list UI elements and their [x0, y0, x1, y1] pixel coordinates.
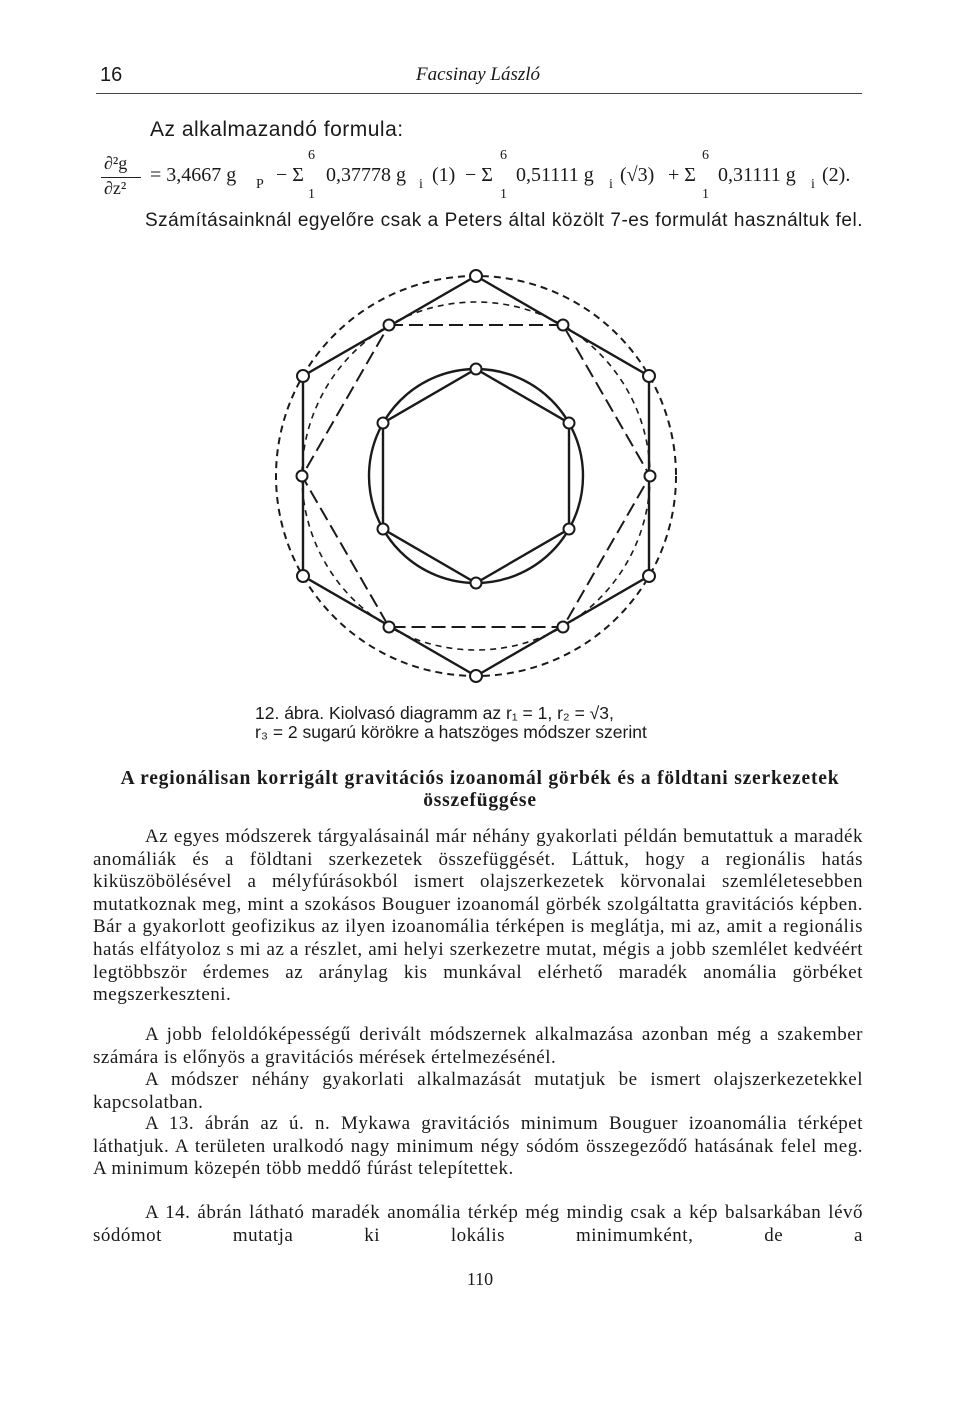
- vertex-marker: [564, 418, 575, 429]
- term-1: 0,37778 g: [326, 164, 406, 186]
- vertex-marker: [643, 370, 655, 382]
- sum-upper-2: 6: [500, 148, 507, 163]
- sum-lower-1: 1: [308, 187, 315, 202]
- sum-upper-1: 6: [308, 148, 315, 163]
- sum-sign-2: − Σ: [465, 164, 493, 186]
- page-number: 16: [100, 64, 123, 86]
- subscript-p: P: [256, 177, 264, 192]
- sum-lower-3: 1: [702, 187, 709, 202]
- vertex-marker: [384, 320, 395, 331]
- header-rule: [96, 93, 862, 94]
- vertex-marker: [558, 622, 569, 633]
- sum-upper-3: 6: [702, 148, 709, 163]
- vertex-marker: [471, 364, 482, 375]
- vertex-marker: [297, 370, 309, 382]
- lhs-denominator: ∂z²: [104, 178, 127, 198]
- lhs-numerator: ∂²g: [104, 153, 128, 173]
- outer-circle-r3: [276, 276, 676, 676]
- vertex-marker: [470, 670, 482, 682]
- vertex-marker: [297, 471, 308, 482]
- section-title: A regionálisan korrigált gravitációs izoanomál görbék és a földtani szerkezetek összefüggése: [120, 768, 840, 811]
- term-3-arg: (2).: [822, 164, 851, 186]
- vertex-marker: [558, 320, 569, 331]
- term-2-arg: (√3): [620, 164, 655, 186]
- body-paragraph-5: A 14. ábrán látható maradék anomália térkép még mindig csak a kép balsarkában lévő sódómot mutatja ki lokális minimumként, de a: [93, 1202, 863, 1246]
- formula-first-term: = 3,4667 g: [150, 164, 237, 186]
- term-2: 0,51111 g: [516, 164, 594, 186]
- formula-intro: Az alkalmazandó formula:: [150, 118, 404, 141]
- body-paragraph-3: A módszer néhány gyakorlati alkalmazását mutatjuk be ismert olajszerkezetekkel kapcsolatban.: [93, 1069, 863, 1113]
- sum-lower-2: 1: [500, 187, 507, 202]
- figure-caption-line-2: r₃ = 2 sugarú körökre a hatszöges módszer szerint: [255, 722, 647, 742]
- subscript-i-2: i: [609, 177, 613, 192]
- vertex-marker: [643, 570, 655, 582]
- subscript-i-1: i: [419, 177, 423, 192]
- footer-page-number: 110: [466, 1269, 494, 1289]
- figure-caption-line-1: 12. ábra. Kiolvasó diagramm az r₁ = 1, r₂ = √3,: [255, 703, 614, 723]
- sum-sign-3: + Σ: [668, 164, 696, 186]
- body-paragraph-1: Az egyes módszerek tárgyalásainál már néhány gyakorlati példán bemutattuk a maradék anomáliák és a földtani szerkezetek összefüggését. Láttuk, hogy a regionális hatás kiküszöbölésével a mélyfúrásokból ismert olajszerkezetek körvonalai szemléletesebben mutatkoznak meg, mint a szokásos Bouguer izoanomál görbék szolgáltatta gravitációs képben. Bár a gyakorlott geofizikus az ilyen izoanomália térképen is meglátja, mi az, amit a regionális hatás elfátyoloz s mi az a részlet, ami helyi szerkezetre mutat, mégis a jobb szemlélet kedvéért legtöbbször érdemes az aránylag kis munkával elérhető maradék anomália görbéket megszerkeszteni.: [93, 826, 863, 1006]
- vertex-marker: [564, 524, 575, 535]
- vertex-marker: [470, 270, 482, 282]
- sum-sign-1: − Σ: [276, 164, 304, 186]
- vertex-marker: [297, 570, 309, 582]
- term-3: 0,31111 g: [718, 164, 796, 186]
- middle-circle-r2: [302, 302, 650, 650]
- running-head-author: Facsinay László: [416, 64, 541, 85]
- body-paragraph-2: A jobb feloldóképességű derivált módszernek alkalmazása azonban még a szakember számára is előnyös a gravitációs mérések értelmezésénél.: [93, 1024, 863, 1068]
- vertex-marker: [384, 622, 395, 633]
- formula-note-paragraph: Számításainknál egyelőre csak a Peters által közölt 7-es formulát használtuk fel.: [145, 210, 863, 231]
- term-1-arg: (1): [432, 164, 456, 186]
- vertex-marker: [645, 471, 656, 482]
- inner-circle-r1: [369, 369, 583, 583]
- vertex-marker: [378, 418, 389, 429]
- vertex-marker: [471, 578, 482, 589]
- vertex-marker: [378, 524, 389, 535]
- subscript-i-3: i: [811, 177, 815, 192]
- hexagon-reading-diagram: [255, 260, 715, 700]
- outer-hexagon: [303, 276, 649, 676]
- body-paragraph-4: A 13. ábrán az ú. n. Mykawa gravitációs minimum Bouguer izoanomália térképet láthatjuk. A területen uralkodó nagy minimum négy sódóm összegeződő hatásának felel meg. A minimum közepén több meddő fúrást telepítettek.: [93, 1113, 863, 1180]
- inner-hexagon: [383, 369, 569, 583]
